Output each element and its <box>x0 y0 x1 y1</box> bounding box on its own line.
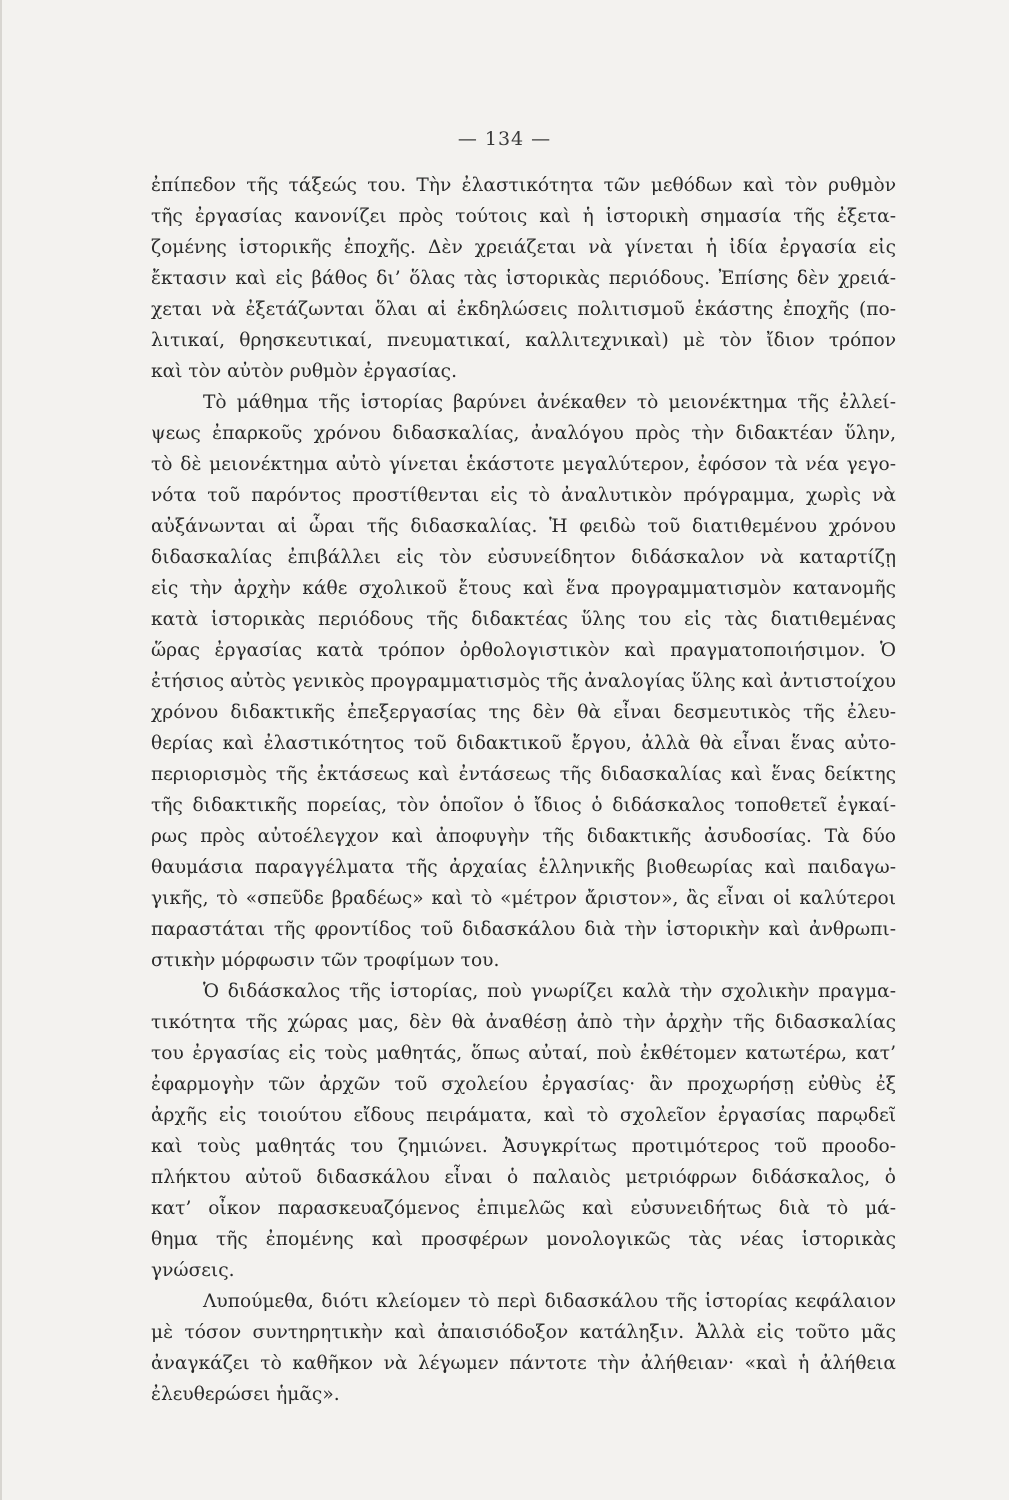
text-line: γνώσεις. <box>151 1260 235 1281</box>
text-line: ἐλευθερώσει ἡμᾶς». <box>151 1384 340 1405</box>
text-line: γικῆς, τὸ «σπεῦδε βραδέως» καὶ τὸ «μέτρον ἄριστον», ἂς εἶναι οἱ καλύτεροι <box>151 888 896 909</box>
text-line: πλήκτου αὐτοῦ διδασκάλου εἶναι ὁ παλαιὸς μετριόφρων διδάσκαλος, ὁ <box>151 1167 896 1188</box>
text-line: ἔκτασιν καὶ εἰς βάθος δι’ ὅλας τὰς ἱστορικὰς περιόδους. Ἐπίσης δὲν χρειά- <box>151 268 896 289</box>
text-line: ρως πρὸς αὐτοέλεγχον καὶ ἀποφυγὴν τῆς διδακτικῆς ἀσυδοσίας. Τὰ δύο <box>151 826 896 847</box>
text-line: περιορισμὸς τῆς ἐκτάσεως καὶ ἐντάσεως τῆς διδασκαλίας καὶ ἕνας δείκτης <box>151 764 896 785</box>
page-number: — 134 — <box>457 128 552 150</box>
text-line: χρόνου διδακτικῆς ἐπεξεργασίας της δὲν θὰ εἶναι δεσμευτικὸς τῆς ἐλευ- <box>151 702 896 723</box>
text-line: ἀρχῆς εἰς τοιούτου εἴδους πειράματα, καὶ τὸ σχολεῖον ἐργασίας παρῳδεῖ <box>151 1105 896 1126</box>
text-line: Ὁ διδάσκαλος τῆς ἱστορίας, ποὺ γνωρίζει καλὰ τὴν σχολικὴν πραγμα- <box>203 981 896 1002</box>
text-line: χεται νὰ ἐξετάζωνται ὅλαι αἱ ἐκδηλώσεις πολιτισμοῦ ἑκάστης ἐποχῆς (πο- <box>151 299 896 320</box>
text-line: του ἐργασίας εἰς τοὺς μαθητάς, ὅπως αὐταί, ποὺ ἐκθέτομεν κατωτέρω, κατ’ <box>151 1043 896 1064</box>
text-line: νότα τοῦ παρόντος προστίθενται εἰς τὸ ἀναλυτικὸν πρόγραμμα, χωρὶς νὰ <box>151 485 896 506</box>
text-line: θερίας καὶ ἐλαστικότητος τοῦ διδακτικοῦ ἔργου, ἀλλὰ θὰ εἶναι ἕνας αὐτο- <box>151 733 896 754</box>
text-line: Τὸ μάθημα τῆς ἱστορίας βαρύνει ἀνέκαθεν τὸ μειονέκτημα τῆς ἐλλεί- <box>203 392 896 413</box>
text-line: ἐφαρμογὴν τῶν ἀρχῶν τοῦ σχολείου ἐργασίας· ἂν προχωρήσῃ εὐθὺς ἐξ <box>151 1074 896 1095</box>
text-line: μὲ τόσον συντηρητικὴν καὶ ἀπαισιόδοξον κατάληξιν. Ἀλλὰ εἰς τοῦτο μᾶς <box>151 1322 896 1343</box>
text-line: θημα τῆς ἐπομένης καὶ προσφέρων μονολογικῶς τὰς νέας ἱστορικὰς <box>151 1229 896 1250</box>
body-text <box>151 170 896 1410</box>
text-line: καὶ τοὺς μαθητάς του ζημιώνει. Ἀσυγκρίτως προτιμότερος τοῦ προοδο- <box>151 1136 896 1157</box>
text-line: κατὰ ἱστορικὰς περιόδους τῆς διδακτέας ὕλης του εἰς τὰς διατιθεμένας <box>151 609 896 630</box>
text-line: ἐπίπεδον τῆς τάξεώς του. Τὴν ἐλαστικότητα τῶν μεθόδων καὶ τὸν ρυθμὸν <box>151 175 896 196</box>
text-line: διδασκαλίας ἐπιβάλλει εἰς τὸν εὐσυνείδητον διδάσκαλον νὰ καταρτίζῃ <box>151 547 896 568</box>
text-line: ψεως ἐπαρκοῦς χρόνου διδασκαλίας, ἀναλόγου πρὸς τὴν διδακτέαν ὕλην, <box>151 423 896 444</box>
text-line: τὸ δὲ μειονέκτημα αὐτὸ γίνεται ἑκάστοτε μεγαλύτερον, ἐφόσον τὰ νέα γεγο- <box>151 454 896 475</box>
text-line: Λυπούμεθα, διότι κλείομεν τὸ περὶ διδασκάλου τῆς ἱστορίας κεφάλαιον <box>203 1291 896 1312</box>
text-line: θαυμάσια παραγγέλματα τῆς ἀρχαίας ἑλληνικῆς βιοθεωρίας καὶ παιδαγω- <box>151 857 896 878</box>
text-line: κατ’ οἶκον παρασκευαζόμενος ἐπιμελῶς καὶ εὐσυνειδήτως διὰ τὸ μά- <box>151 1198 896 1219</box>
text-line: ζομένης ἱστορικῆς ἐποχῆς. Δὲν χρειάζεται νὰ γίνεται ἡ ἰδία ἐργασία εἰς <box>151 237 896 258</box>
text-line: τῆς ἐργασίας κανονίζει πρὸς τούτοις καὶ ἡ ἱστορικὴ σημασία τῆς ἐξετα- <box>151 206 896 227</box>
text-line: αὐξάνωνται αἱ ὧραι τῆς διδασκαλίας. Ἡ φειδὼ τοῦ διατιθεμένου χρόνου <box>151 516 896 537</box>
page-edge-shadow <box>0 0 2 1500</box>
text-line: εἰς τὴν ἀρχὴν κάθε σχολικοῦ ἔτους καὶ ἕνα προγραμματισμὸν κατανομῆς <box>151 578 896 599</box>
text-line: τικότητα τῆς χώρας μας, δὲν θὰ ἀναθέσῃ ἀπὸ τὴν ἀρχὴν τῆς διδασκαλίας <box>151 1012 896 1033</box>
text-line: καὶ τὸν αὐτὸν ρυθμὸν ἐργασίας. <box>151 361 457 382</box>
text-line: ὥρας ἐργασίας κατὰ τρόπον ὀρθολογιστικὸν καὶ πραγματοποιήσιμον. Ὁ <box>151 640 896 661</box>
text-line: στικὴν μόρφωσιν τῶν τροφίμων του. <box>151 950 500 971</box>
text-line: ἀναγκάζει τὸ καθῆκον νὰ λέγωμεν πάντοτε τὴν ἀλήθειαν· «καὶ ἡ ἀλήθεια <box>151 1353 896 1374</box>
text-line: τῆς διδακτικῆς πορείας, τὸν ὁποῖον ὁ ἴδιος ὁ διδάσκαλος τοποθετεῖ ἐγκαί- <box>151 795 896 816</box>
text-line: λιτικαί, θρησκευτικαί, πνευματικαί, καλλιτεχνικαὶ) μὲ τὸν ἴδιον τρόπον <box>151 330 896 351</box>
text-line: ἐτήσιος αὐτὸς γενικὸς προγραμματισμὸς τῆς ἀναλογίας ὕλης καὶ ἀντιστοίχου <box>151 671 896 692</box>
text-line: παραστάται τῆς φροντίδος τοῦ διδασκάλου διὰ τὴν ἱστορικὴν καὶ ἀνθρωπι- <box>151 919 896 940</box>
